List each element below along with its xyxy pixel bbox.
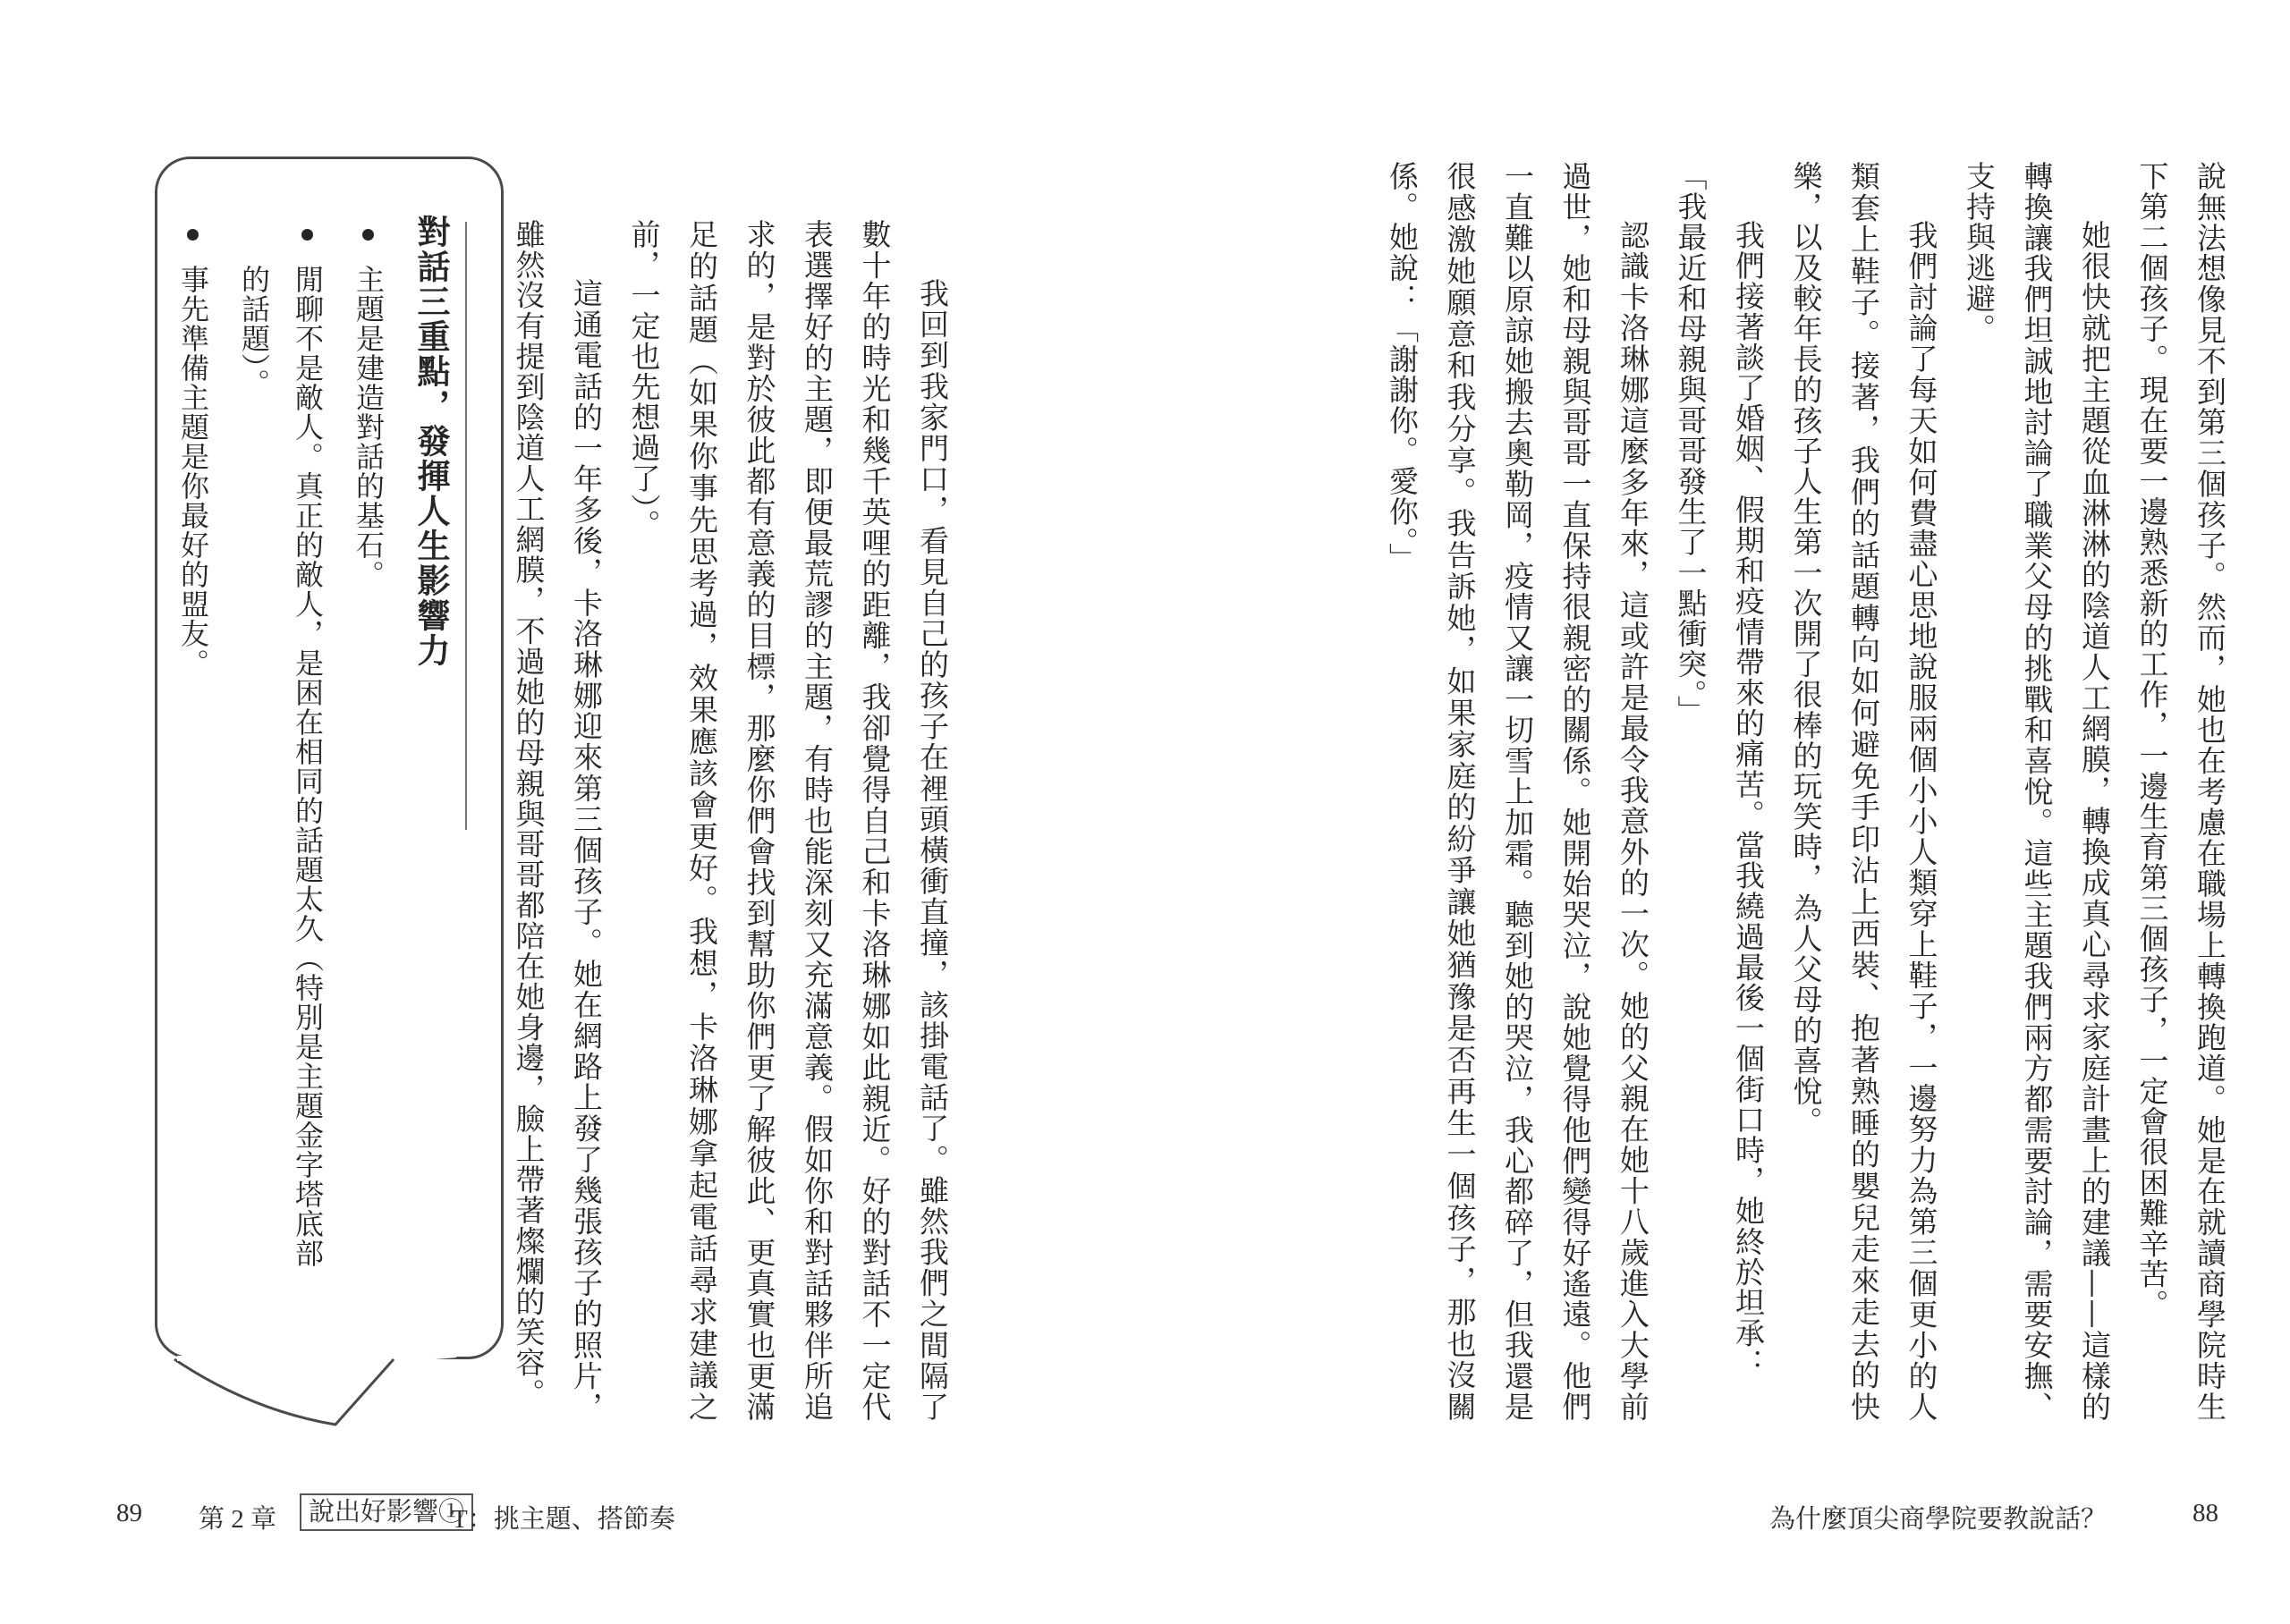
right-page-body bbox=[1385, 161, 2238, 1422]
sidebar-callout bbox=[155, 156, 504, 1359]
chapter-label: 第 2 章 bbox=[199, 1505, 277, 1534]
title-divider bbox=[465, 222, 467, 830]
paragraph: 說無法想像見不到第三個孩子。然而，她也在考慮在職場上轉換跑道。她是在就讀商學院時生下第二個孩子。現在要一邊熟悉新的工作，一邊生育第三個孩子，一定會很困難辛苦。 bbox=[2134, 161, 2227, 1422]
speech-bubble-tail bbox=[170, 1355, 465, 1426]
running-head: 為什麼頂尖商學院要教說話？ bbox=[1768, 1505, 2107, 1534]
list-item: 閒聊不是敵人。真正的敵人，是困在相同的話題太久（特別是主題金字塔底部的話題）。 bbox=[227, 222, 335, 1295]
page-number: 88 bbox=[2192, 1499, 2218, 1527]
paragraph: 她很快就把主題從血淋淋的陰道人工網膜，轉換成真心尋求家庭計畫上的建議——這樣的轉換讓我們坦誠地討論了職業父母的挑戰和喜悅。這些主題我們兩方都需要討論，需要安撫、支持與逃避。 bbox=[1962, 161, 2112, 1422]
list-item: 主題是建造對話的基石。 bbox=[342, 222, 395, 1295]
list-item: 事先準備主題是你最好的盟友。 bbox=[166, 222, 220, 1295]
chapter-title: T：挑主題、搭節奏 bbox=[452, 1505, 675, 1534]
paragraph: 這通電話的一年多後，卡洛琳娜迎來第三個孩子。她在網路上發了幾張孩子的照片，雖然沒有提到陰道人工網膜，不過她的母親與哥哥都陪在她身邊，臉上帶著燦爛的笑容。 bbox=[511, 219, 604, 1422]
right-page bbox=[1145, 0, 2290, 1624]
paragraph: 我們討論了每天如何費盡心思地說服兩個小小人類穿上鞋子，一邊努力為第三個更小的人類套上鞋子。接著，我們的話題轉向如何避免手印沾上西裝、抱著熟睡的嬰兒走來走去的快樂，以及較年長的孩子人生第一次開了很棒的玩笑時，為人父母的喜悅。 bbox=[1788, 161, 1939, 1422]
sidebar-list bbox=[159, 222, 395, 1295]
left-page-body bbox=[511, 219, 961, 1422]
sidebar-title: 對話三重點，發揮人生影響力 bbox=[411, 215, 450, 668]
paragraph: 我們接著談了婚姻、假期和疫情帶來的痛苦。當我繞過最後一個街口時，她終於坦承： bbox=[1731, 220, 1766, 1379]
chapter-title-boxed: 說出好影響① bbox=[300, 1493, 473, 1531]
quote-paragraph: 「我最近和母親與哥哥發生了一點衝突。」 bbox=[1673, 161, 1709, 726]
page-number: 89 bbox=[116, 1499, 142, 1527]
paragraph: 認識卡洛琳娜這麼多年來，這或許是最令我意外的一次。她的父親在她十八歲進入大學前過世，她和母親與哥哥一直保持很親密的關係。她開始哭泣，說她覺得他們變得好遙遠。他們一直難以原諒她搬去奧勒岡，疫情又讓一切雪上加霜。聽到她的哭泣，我心都碎了，但我還是很感激她願意和我分享。我告訴她，如果家庭的紛爭讓她猶豫是否再生一個孩子，那也沒關係。她說：「謝謝你。愛你。」 bbox=[1385, 161, 1650, 1422]
paragraph: 我回到我家門口，看見自己的孩子在裡頭橫衝直撞，該掛電話了。雖然我們之間隔了數十年的時光和幾千英哩的距離，我卻覺得自己和卡洛琳娜如此親近。好的對話不一定代表選擇好的主題，即便最荒謬的主題，有時也能深刻又充滿意義。假如你和對話夥伴所追求的，是對於彼此都有意義的目標，那麼你們會找到幫助你們更了解彼此、更真實也更滿足的話題（如果你事先思考過，效果應該會更好。我想，卡洛琳娜拿起電話尋求建議之前，一定也先想過了）。 bbox=[626, 219, 950, 1422]
